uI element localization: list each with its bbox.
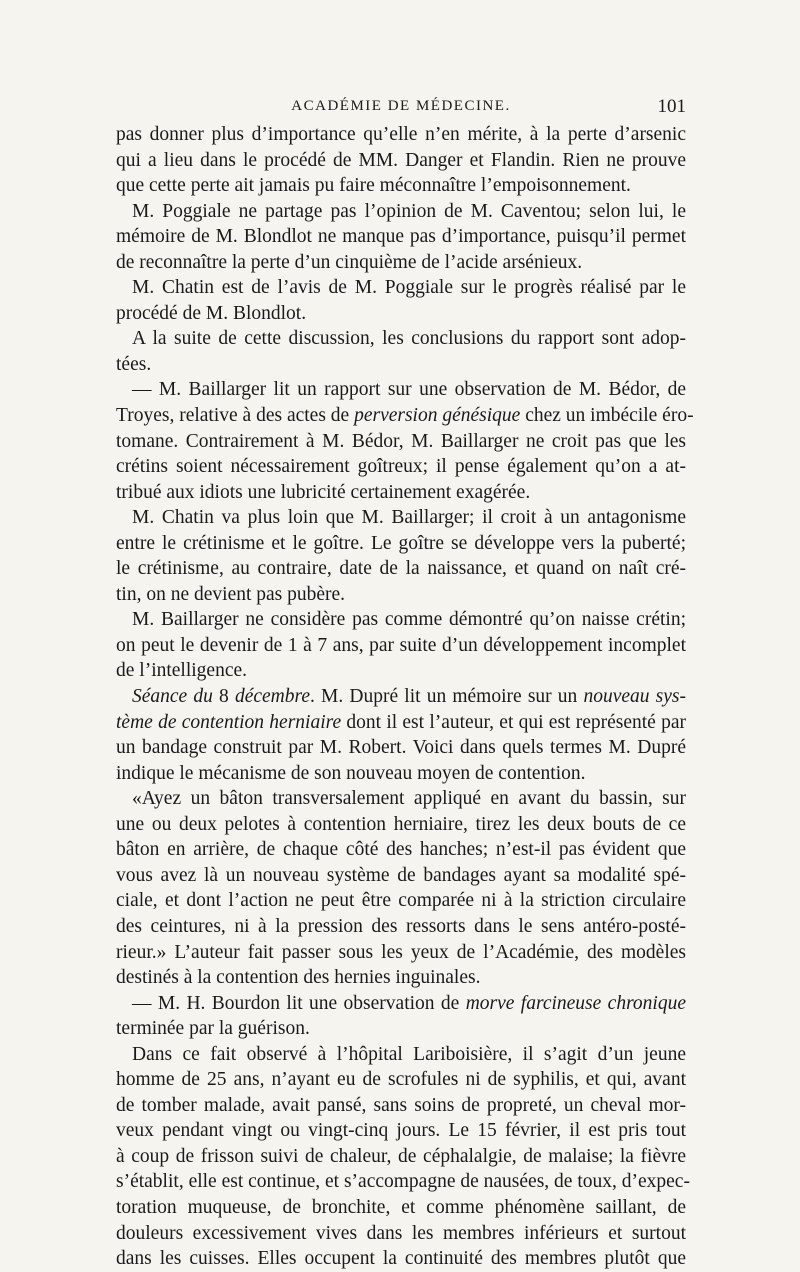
text-line bbox=[116, 531, 686, 557]
text-run: M. Poggiale ne partage pas l’opinion de M. Caventou; selon lui, le bbox=[132, 200, 686, 222]
text-run: M. Baillarger ne considère pas comme démontré qu’on naisse crétin; bbox=[132, 609, 686, 631]
text-line bbox=[116, 1118, 686, 1144]
text-run: ciale, et dont l’action ne peut être comparée ni à la striction circulaire bbox=[116, 890, 686, 912]
text-line bbox=[116, 1016, 686, 1042]
text-run: toration muqueuse, de bronchite, et comme phénomène saillant, de bbox=[116, 1196, 686, 1218]
italic-text: morve farcineuse chronique bbox=[465, 992, 687, 1014]
text-line bbox=[116, 250, 686, 276]
text-run: bâton en arrière, de chaque côté des hanches; n’est-il pas évident que bbox=[116, 839, 686, 861]
text-run: on peut le devenir de 1 à 7 ans, par suite d’un développement incomplet bbox=[116, 634, 686, 656]
text-line bbox=[116, 1067, 686, 1093]
text-line bbox=[116, 684, 686, 710]
page-number: 101 bbox=[657, 96, 686, 117]
italic-text: nouveau sys- bbox=[583, 686, 687, 708]
text-run: des ceintures, ni à la pression des ressorts dans le sens antéro-posté- bbox=[116, 915, 686, 937]
italic-text: décembre bbox=[234, 686, 311, 708]
text-line bbox=[116, 1221, 686, 1247]
text-line bbox=[116, 633, 686, 659]
text-line bbox=[116, 965, 686, 991]
text-run: s’établit, elle est continue, et s’accompagne de nausées, de toux, d’expec- bbox=[116, 1171, 690, 1193]
text-line bbox=[116, 352, 686, 378]
text-line bbox=[116, 199, 686, 225]
text-line bbox=[116, 429, 686, 455]
text-line bbox=[116, 275, 686, 301]
text-run: tribué aux idiots une lubricité certainement exagérée. bbox=[116, 481, 531, 503]
text-run: de reconnaître la perte d’un cinquième de l’acide arsénieux. bbox=[116, 251, 583, 273]
text-run: — M. H. Bourdon lit une observation de bbox=[132, 992, 466, 1014]
text-line bbox=[116, 505, 686, 531]
text-run: — M. Baillarger lit un rapport sur une observation de M. Bédor, de bbox=[132, 379, 686, 401]
text-line bbox=[116, 122, 686, 148]
running-title: ACADÉMIE DE MÉDECINE. bbox=[291, 98, 511, 114]
text-run: pas donner plus d’importance qu’elle n’en mérite, à la perte d’arsenic bbox=[116, 124, 686, 145]
text-run: que cette perte ait jamais pu faire méconnaître l’empoisonnement. bbox=[116, 175, 631, 197]
text-run: un bandage construit par M. Robert. Voici dans quels termes M. Dupré bbox=[116, 737, 686, 759]
text-line bbox=[116, 914, 686, 940]
text-run: tin, on ne devient pas pubère. bbox=[116, 583, 346, 605]
text-line bbox=[116, 1042, 686, 1068]
text-run: Dans ce fait observé à l’hôpital Lariboisière, il s’agit d’un jeune bbox=[132, 1043, 686, 1065]
text-run: dans les cuisses. Elles occupent la continuité des membres plutôt que bbox=[116, 1248, 686, 1270]
text-run: «Ayez un bâton transversalement appliqué en avant du bassin, sur bbox=[132, 788, 686, 810]
text-run: terminée par la guérison. bbox=[116, 1018, 310, 1040]
text-run: chez un imbécile éro- bbox=[520, 405, 694, 427]
text-line bbox=[116, 1169, 690, 1195]
text-run: veux pendant vingt ou vingt-cinq jours. Le 15 février, il est pris tout bbox=[116, 1120, 686, 1142]
text-run: qui a lieu dans le procédé de MM. Danger et Flandin. Rien ne prouve bbox=[116, 149, 686, 171]
text-run: rieur.» L’auteur fait passer sous les yeux de l’Académie, des modèles bbox=[116, 941, 686, 963]
text-run: à coup de frisson suivi de chaleur, de céphalalgie, de malaise; la fièvre bbox=[116, 1145, 686, 1167]
text-line bbox=[116, 301, 686, 327]
text-line bbox=[116, 710, 686, 736]
text-run: dont il est l’auteur, et qui est représenté par bbox=[341, 711, 686, 733]
text-line bbox=[116, 582, 686, 608]
text-run: tomane. Contrairement à M. Bédor, M. Baillarger ne croit pas que les bbox=[116, 430, 686, 452]
text-line bbox=[116, 148, 686, 174]
text-run: une ou deux pelotes à contention herniaire, tirez les deux bouts de ce bbox=[116, 813, 686, 835]
text-run: homme de 25 ans, n’ayant eu de scrofules ni de syphilis, et qui, avant bbox=[116, 1069, 686, 1091]
text-line bbox=[116, 173, 686, 199]
text-run: de tomber malade, avait pansé, sans soins de propreté, un cheval mor- bbox=[116, 1094, 686, 1116]
body-text bbox=[116, 122, 694, 1272]
text-line bbox=[116, 1093, 686, 1119]
text-line bbox=[116, 761, 686, 787]
text-run: procédé de M. Blondlot. bbox=[116, 302, 307, 324]
text-run: douleurs excessivement vives dans les membres inférieurs et surtout bbox=[116, 1222, 686, 1244]
text-line bbox=[116, 1195, 686, 1221]
text-line bbox=[116, 940, 686, 966]
text-line bbox=[116, 837, 686, 863]
text-line bbox=[116, 812, 686, 838]
text-line bbox=[116, 607, 686, 633]
text-line bbox=[116, 403, 694, 429]
text-run: de l’intelligence. bbox=[116, 660, 248, 682]
text-line bbox=[116, 1246, 686, 1272]
text-line bbox=[116, 326, 686, 352]
text-run: le crétinisme, au contraire, date de la naissance, et quand on naît cré- bbox=[116, 558, 686, 580]
text-line bbox=[116, 786, 686, 812]
text-line bbox=[116, 991, 686, 1017]
text-run: tées. bbox=[116, 353, 152, 375]
text-line bbox=[116, 480, 686, 506]
text-line bbox=[116, 735, 686, 761]
italic-text: perversion génésique bbox=[354, 405, 521, 427]
text-run: M. Chatin est de l’avis de M. Poggiale sur le progrès réalisé par le bbox=[132, 277, 686, 299]
text-line bbox=[116, 1144, 686, 1170]
text-run: crétins soient nécessairement goîtreux; il pense également qu’on a at- bbox=[116, 456, 686, 478]
italic-text: tème de contention herniaire bbox=[116, 711, 342, 733]
italic-text: Séance du bbox=[132, 686, 213, 708]
text-run: 8 bbox=[212, 686, 235, 708]
text-run: mémoire de M. Blondlot ne manque pas d’importance, puisqu’il permet bbox=[116, 226, 686, 248]
running-header bbox=[116, 96, 686, 120]
text-run: vous avez là un nouveau système de bandages ayant sa modalité spé- bbox=[116, 864, 686, 886]
text-run: M. Chatin va plus loin que M. Baillarger; il croit à un antagonisme bbox=[132, 507, 686, 529]
text-line bbox=[116, 863, 686, 889]
text-run: A la suite de cette discussion, les conclusions du rapport sont adop- bbox=[132, 328, 686, 350]
text-line bbox=[116, 658, 686, 684]
text-line bbox=[116, 224, 686, 250]
text-line bbox=[116, 888, 686, 914]
text-run: indique le mécanisme de son nouveau moyen de contention. bbox=[116, 762, 586, 784]
text-run: destinés à la contention des hernies inguinales. bbox=[116, 967, 481, 989]
text-run: . M. Dupré lit un mémoire sur un bbox=[310, 686, 584, 708]
text-line bbox=[116, 377, 686, 403]
text-run: entre le crétinisme et le goître. Le goître se développe vers la puberté; bbox=[116, 532, 686, 554]
text-run: Troyes, relative à des actes de bbox=[116, 405, 355, 427]
text-line bbox=[116, 556, 686, 582]
text-line bbox=[116, 454, 686, 480]
